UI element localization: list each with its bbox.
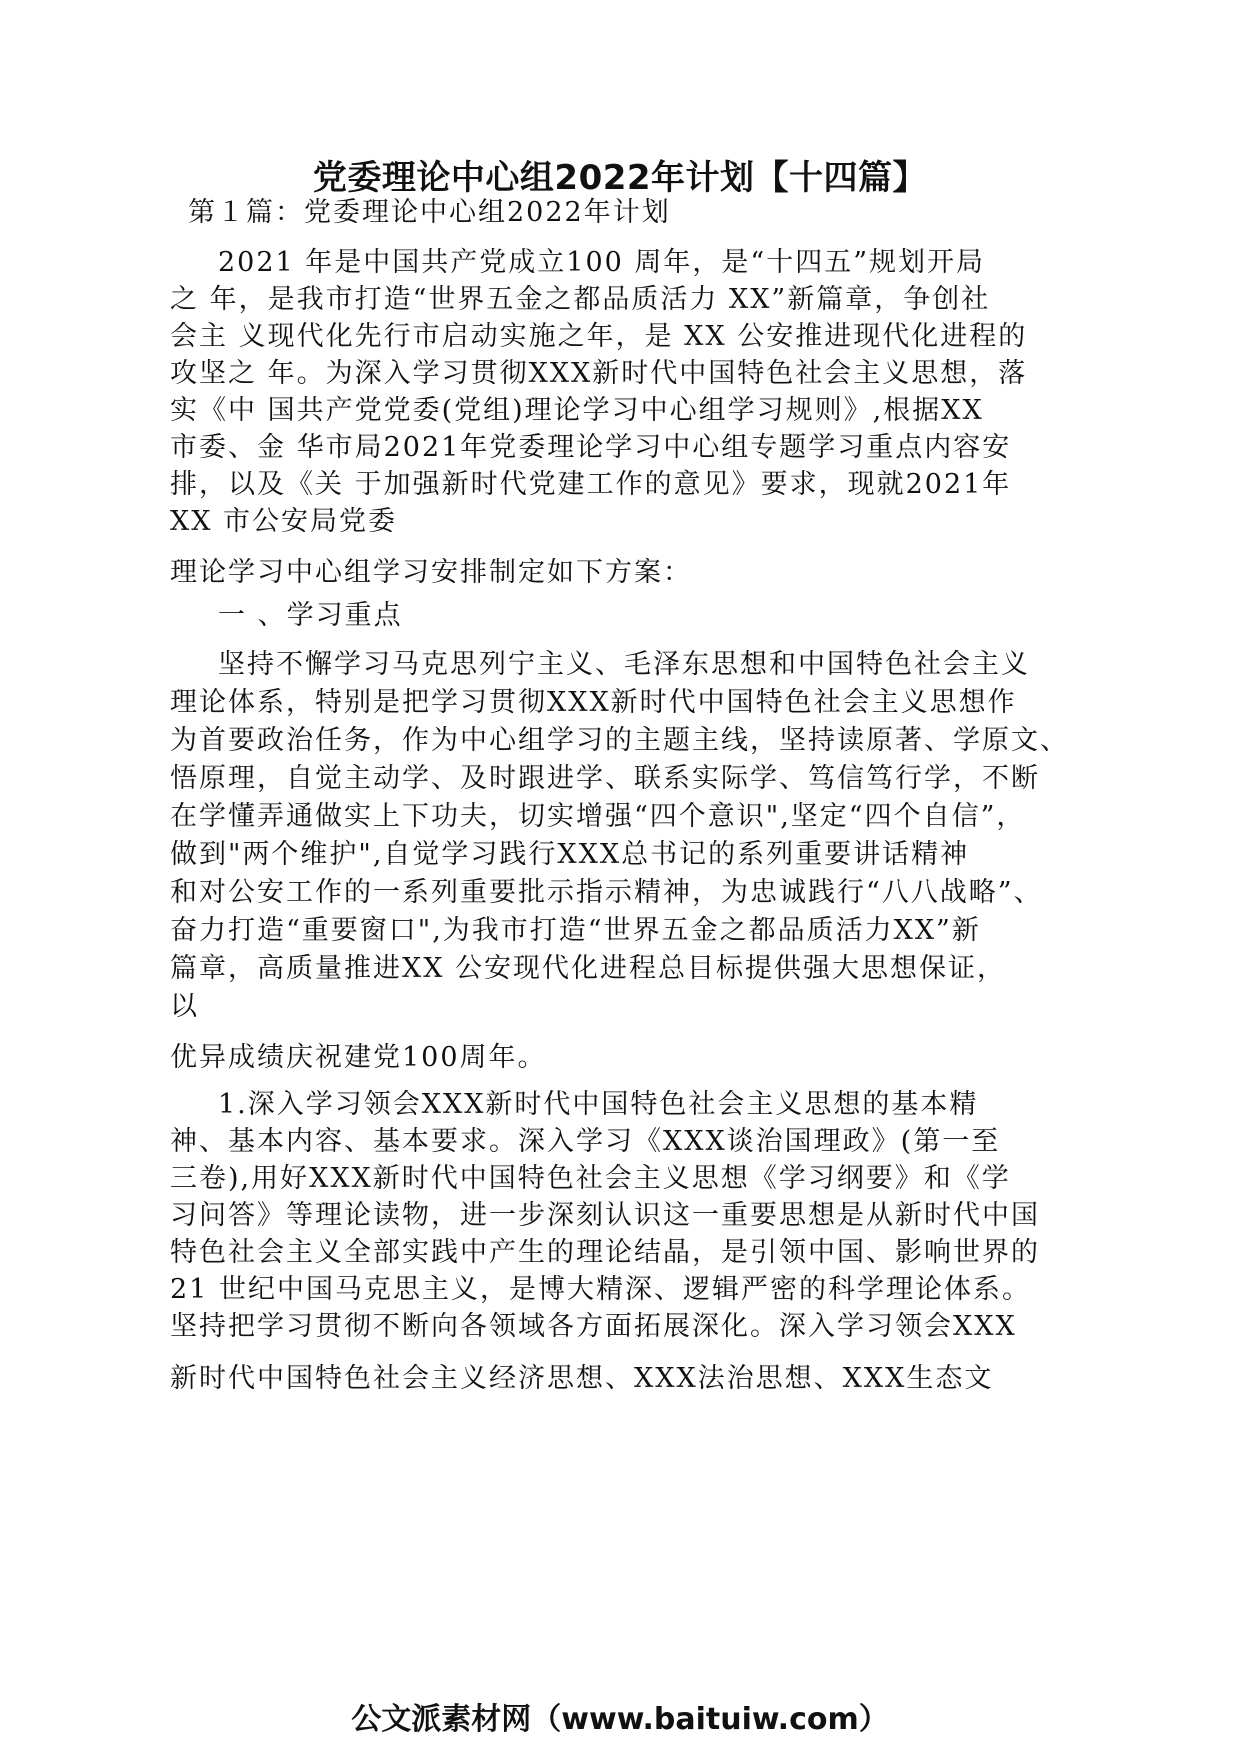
footer-watermark: 公文派素材网（www.baituiw.com） <box>351 1702 889 1737</box>
paragraph-line: 习问答》等理论读物，进一步深刻认识这一重要思想是从新时代中国 <box>170 1200 1040 1231</box>
paragraph-line: 实《中 国共产党党委(党组)理论学习中心组学习规则》,根据XX <box>170 395 984 426</box>
paragraph-line: 为首要政治任务，作为中心组学习的主题主线，坚持读原著、学原文、 <box>170 725 1069 756</box>
paragraph-line: 三卷),用好XXX新时代中国特色社会主义思想《学习纲要》和《学 <box>170 1163 1011 1194</box>
paragraph-line: 坚持把学习贯彻不断向各领域各方面拓展深化。深入学习领会XXX <box>170 1311 1017 1342</box>
paragraph-line: 篇章，高质量推进XX 公安现代化进程总目标提供强大思想保证， <box>170 953 1007 984</box>
paragraph-line: 会主 义现代化先行市启动实施之年，是 XX 公安推进现代化进程的 <box>170 321 1028 352</box>
paragraph-line: 理论学习中心组学习安排制定如下方案： <box>170 557 692 588</box>
paragraph-line: 以 <box>170 991 199 1022</box>
paragraph-line: 2021 年是中国共产党成立100 周年，是“十四五”规划开局 <box>218 247 986 278</box>
paragraph-line: 新时代中国特色社会主义经济思想、XXX法治思想、XXX生态文 <box>170 1363 994 1394</box>
paragraph-line: 特色社会主义全部实践中产生的理论结晶，是引领中国、影响世界的 <box>170 1237 1040 1268</box>
paragraph-line: XX 市公安局党委 <box>170 506 398 537</box>
paragraph-line: 优异成绩庆祝建党100周年。 <box>170 1042 547 1073</box>
document-subtitle: 第１篇：党委理论中心组2022年计划 <box>188 197 671 228</box>
paragraph-line: 坚持不懈学习马克思列宁主义、毛泽东思想和中国特色社会主义 <box>218 649 1030 680</box>
paragraph-line: 奋力打造“重要窗口",为我市打造“世界五金之都品质活力XX”新 <box>170 915 981 946</box>
paragraph-line: 神、基本内容、基本要求。深入学习《XXX谈治国理政》(第一至 <box>170 1126 1001 1157</box>
paragraph-line: 排，以及《关 于加强新时代党建工作的意见》要求，现就2021年 <box>170 469 1012 500</box>
paragraph-line: 1.深入学习领会XXX新时代中国特色社会主义思想的基本精 <box>218 1089 979 1120</box>
paragraph-line: 攻坚之 年。为深入学习贯彻XXX新时代中国特色社会主义思想，落 <box>170 358 1028 389</box>
paragraph-line: 市委、金 华市局2021年党委理论学习中心组专题学习重点内容安 <box>170 432 1012 463</box>
paragraph-line: 做到"两个维护",自觉学习践行XXX总书记的系列重要讲话精神 <box>170 839 970 870</box>
document-title: 党委理论中心组2022年计划【十四篇】 <box>312 158 928 198</box>
paragraph-line: 之 年，是我市打造“世界五金之都品质活力 XX”新篇章，争创社 <box>170 284 991 315</box>
paragraph-line: 21 世纪中国马克思主义，是博大精深、逻辑严密的科学理论体系。 <box>170 1274 1031 1305</box>
paragraph-line: 悟原理，自觉主动学、及时跟进学、联系实际学、笃信笃行学，不断 <box>170 763 1040 794</box>
paragraph-line: 在学懂弄通做实上下功夫，切实增强“四个意识",坚定“四个自信”， <box>170 801 1026 832</box>
paragraph-line: 和对公安工作的一系列重要批示指示精神，为忠诚践行“八八战略”、 <box>170 877 1043 908</box>
paragraph-line: 理论体系，特别是把学习贯彻XXX新时代中国特色社会主义思想作 <box>170 687 1017 718</box>
section-heading: 一 、学习重点 <box>218 600 403 631</box>
